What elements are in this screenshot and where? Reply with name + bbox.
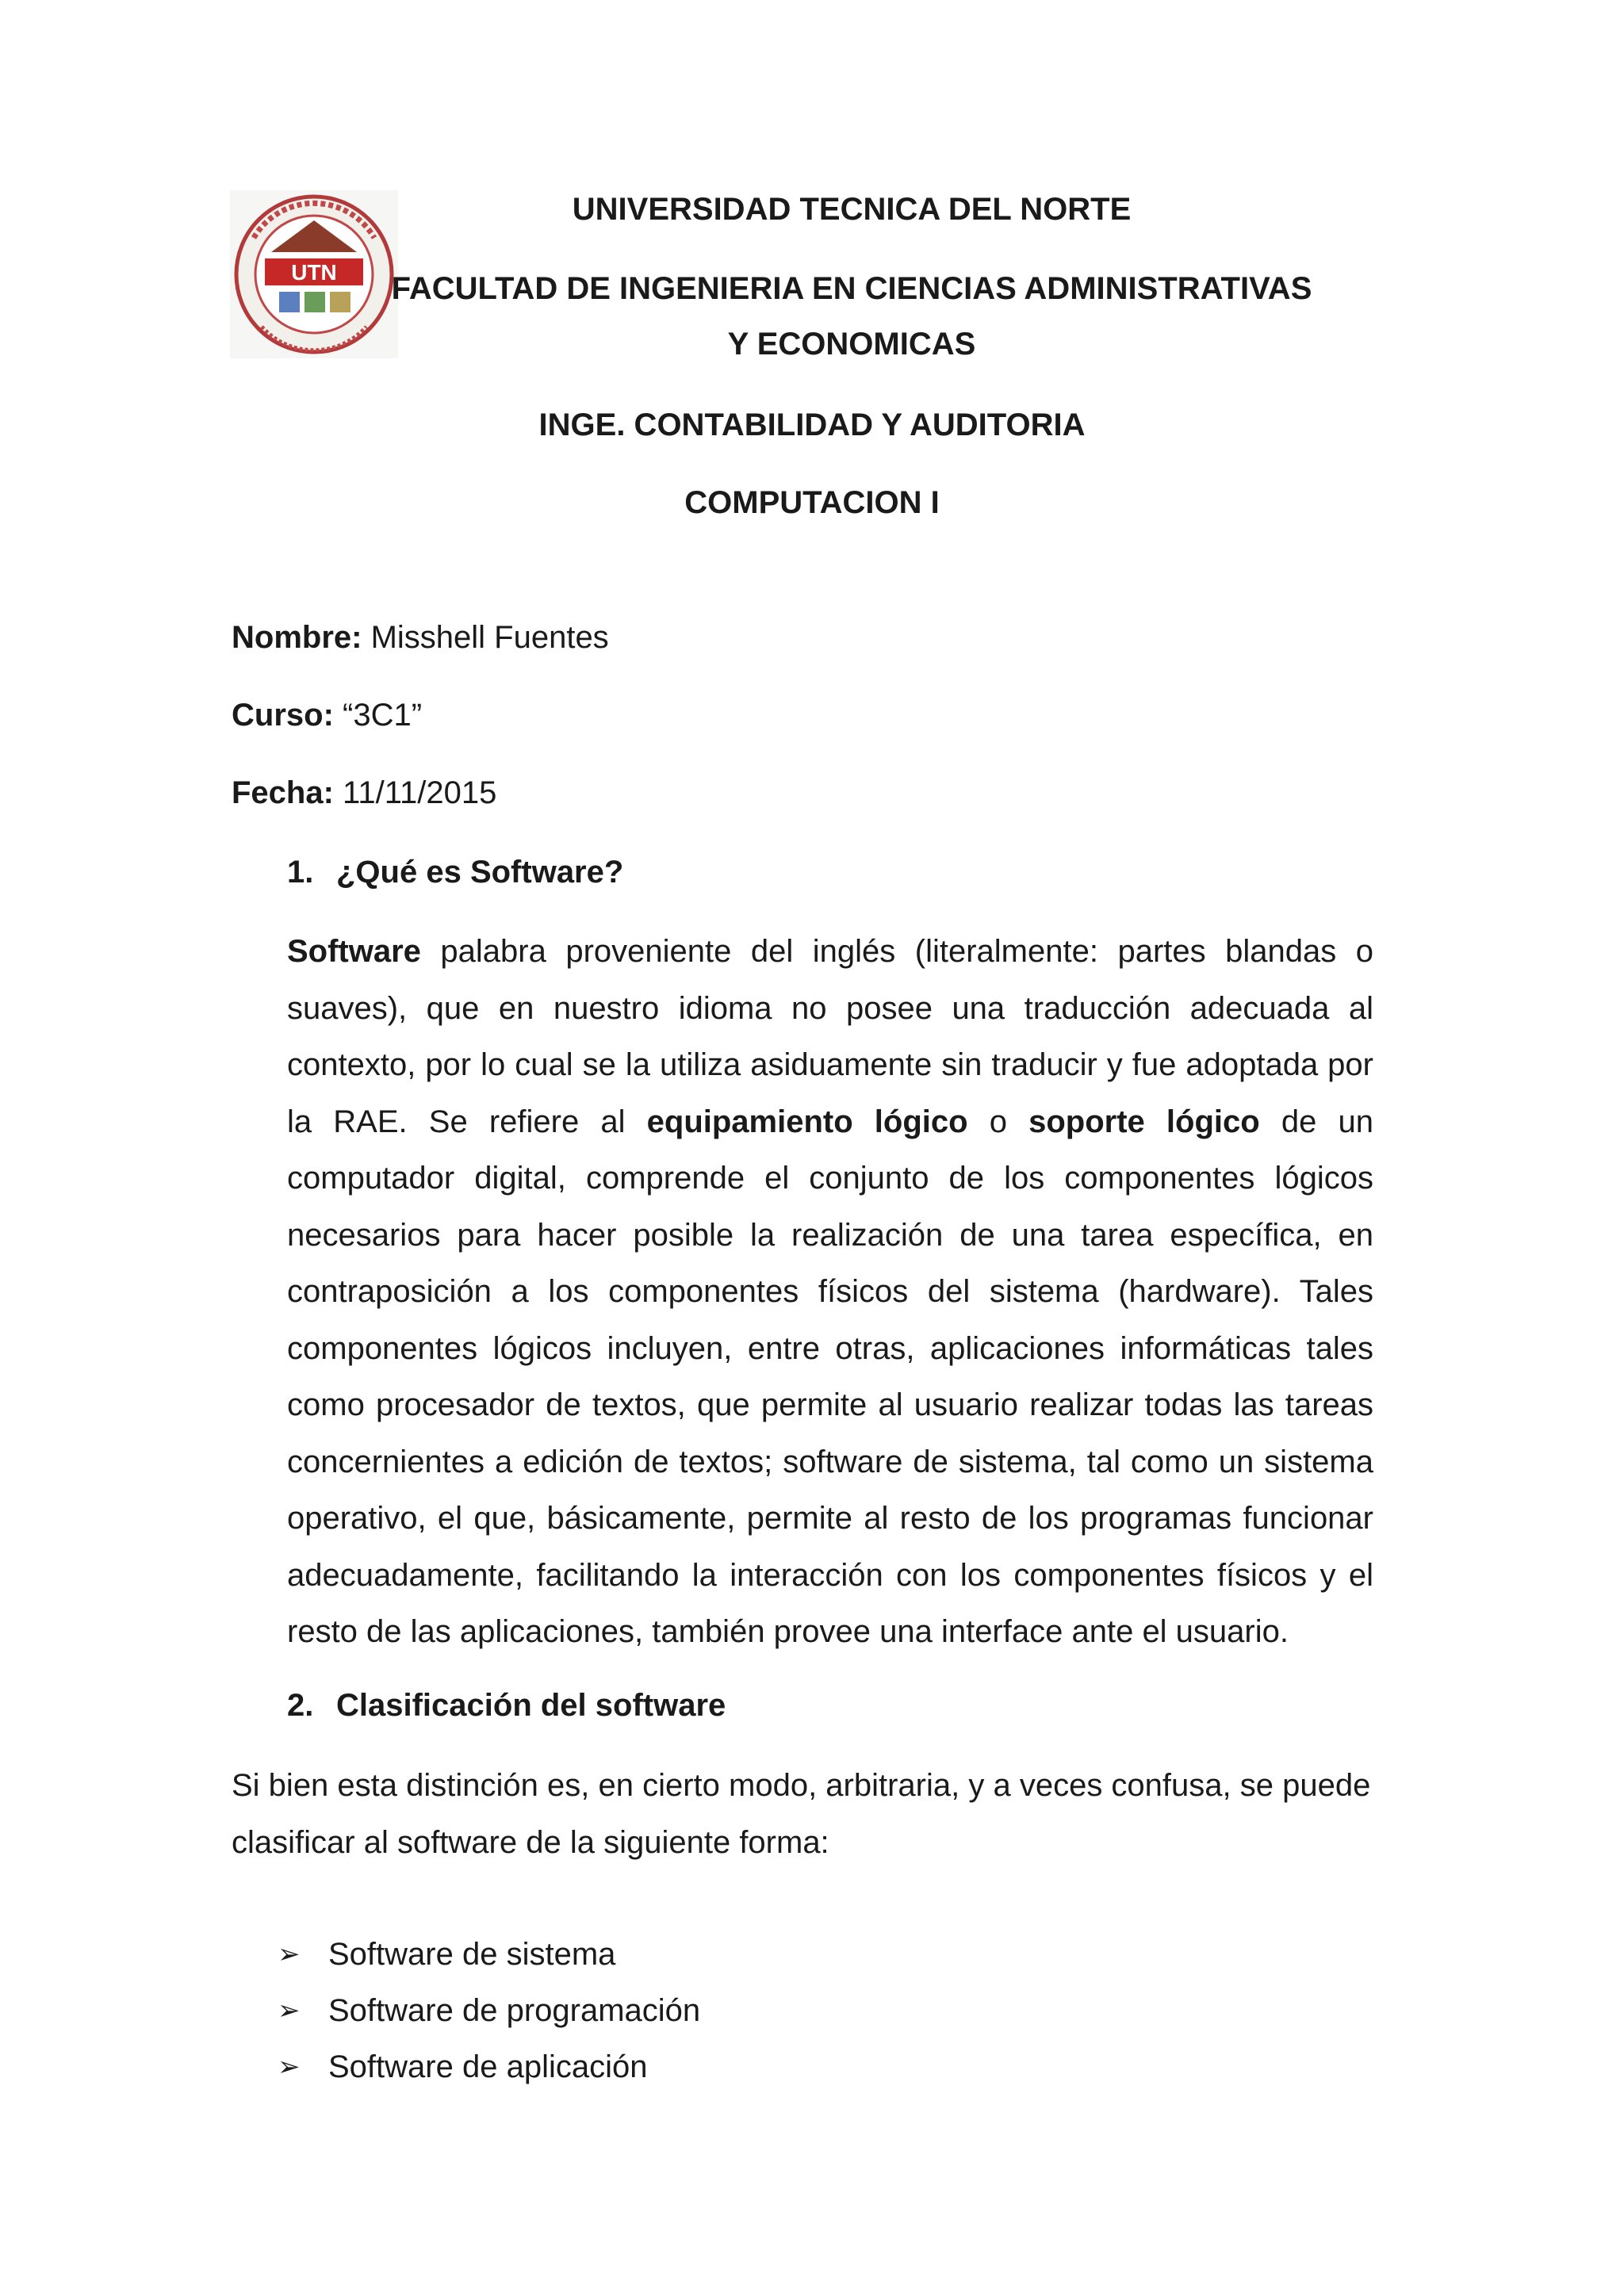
career-title: INGE. CONTABILIDAD Y AUDITORIA <box>538 408 1086 442</box>
list-item-label: Software de aplicación <box>328 2049 648 2084</box>
software-term: Software <box>287 934 421 969</box>
paragraph-text-1: palabra proveniente del inglés (literalmente: partes blandas o suaves), que en nuestro idioma no posee una traducción adecuada al contexto, por lo cual se la utiliza asiduamente sin traducir y fue adoptada por la RAE. Se refiere al <box>287 934 1373 1139</box>
date-label: Fecha: <box>232 775 334 810</box>
date-field <box>232 774 496 812</box>
equipamiento-term: equipamiento lógico <box>646 1104 968 1139</box>
name-label: Nombre: <box>232 620 362 655</box>
subject-title: COMPUTACION I <box>684 485 940 520</box>
list-item <box>278 1983 700 2039</box>
section2-intro: Si bien esta distinción es, en cierto modo, arbitraria, y a veces confusa, se puede clasificar al software de la siguiente forma: <box>232 1768 1371 1860</box>
svg-text:UTN: UTN <box>291 260 337 285</box>
section2-title: Clasificación del software <box>336 1688 726 1723</box>
list-item <box>278 2039 700 2095</box>
section1-number: 1. <box>287 855 314 890</box>
course-value: “3C1” <box>333 698 423 733</box>
arrow-bullet-icon: ➢ <box>278 2052 301 2082</box>
section2-number: 2. <box>287 1688 314 1723</box>
arrow-bullet-icon: ➢ <box>278 1939 301 1969</box>
paragraph-text-2: o <box>967 1104 1029 1139</box>
course-label: Curso: <box>232 698 334 733</box>
list-item-label: Software de programación <box>328 1993 701 2028</box>
soporte-term: soporte lógico <box>1028 1104 1260 1139</box>
date-value: 11/11/2015 <box>333 775 497 810</box>
section1-paragraph <box>287 924 1373 1661</box>
paragraph-text-3: de un computador digital, comprende el conjunto de los componentes lógicos necesarios para hacer posible la realización de una tarea específica, en contraposición a los componentes físicos del sistema (hardware). Tales componentes lógicos incluyen, entre otras, aplicaciones informáticas tales como procesador de textos, que permite al usuario realizar todas las tareas concernientes a edición de textos; software de sistema, tal como un sistema operativo, el que, básicamente, permite al resto de los programas funcionar adecuadamente, facilitando la interacción con los componentes físicos y el resto de las aplicaciones, también provee una interface ante el usuario. <box>287 1104 1373 1649</box>
faculty-title-line1: FACULTAD DE INGENIERIA EN CIENCIAS ADMINISTRATIVAS <box>391 271 1312 306</box>
list-item <box>278 1927 700 1983</box>
arrow-bullet-icon: ➢ <box>278 1996 301 2026</box>
university-title: UNIVERSIDAD TECNICA DEL NORTE <box>572 192 1132 227</box>
section2-heading <box>287 1686 726 1724</box>
section1-title: ¿Qué es Software? <box>336 855 624 890</box>
list-item-label: Software de sistema <box>328 1937 616 1972</box>
name-value: Misshell Fuentes <box>362 620 609 655</box>
classification-list <box>278 1927 700 2095</box>
section1-heading <box>287 853 623 891</box>
faculty-title-line2: Y ECONOMICAS <box>727 327 976 362</box>
course-field <box>232 696 422 734</box>
name-field <box>232 618 609 656</box>
